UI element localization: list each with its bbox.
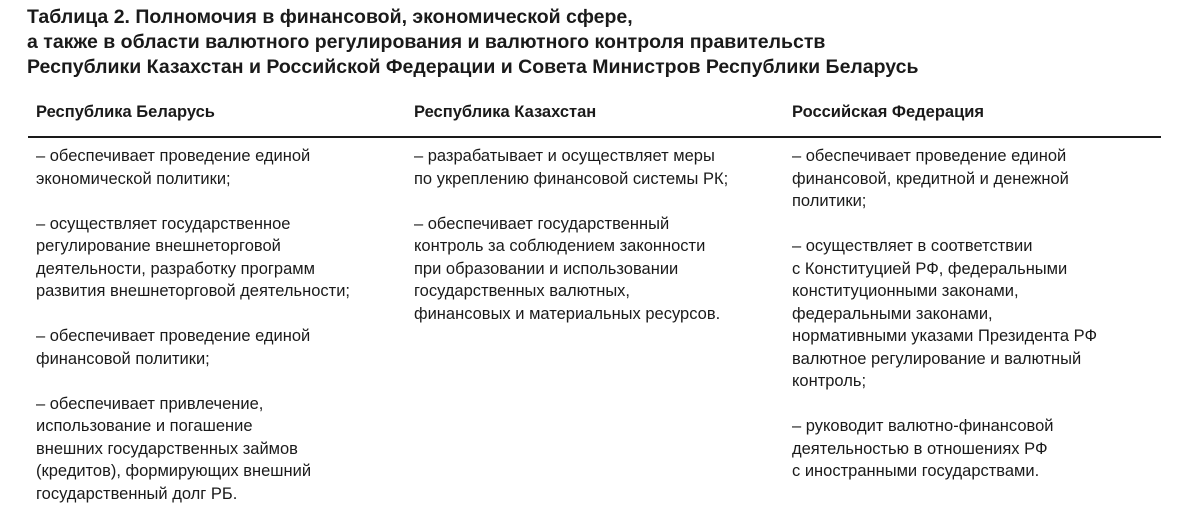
item-line: – осуществляет государственное	[36, 214, 291, 233]
item-line: государственный долг РБ.	[36, 484, 238, 503]
item-line: с иностранными государствами.	[792, 462, 1040, 480]
powers-table	[28, 96, 1161, 505]
header-belarus: Республика Беларусь	[36, 103, 215, 121]
item-line: государственных валютных,	[414, 282, 631, 300]
item-line: конституционными законами,	[792, 282, 1019, 300]
list-item	[36, 393, 406, 506]
list-item	[792, 415, 1161, 483]
item-line: – обеспечивает проведение единой	[36, 327, 311, 345]
item-line: валютное регулирование и валютный	[792, 349, 1082, 368]
item-line: – руководит валютно-финансовой	[792, 417, 1054, 435]
item-line: – осуществляет в соответствии	[792, 237, 1033, 255]
list-item	[414, 213, 784, 326]
item-line: – обеспечивает проведение единой	[792, 147, 1067, 165]
header-russia: Российская Федерация	[792, 103, 984, 121]
item-line: деятельностью в отношениях РФ	[792, 439, 1048, 458]
item-line: при образовании и использовании	[414, 259, 679, 278]
item-line: контроль за соблюдением законности	[414, 237, 706, 255]
table-title	[27, 5, 1167, 80]
item-line: – обеспечивает привлечение,	[36, 394, 264, 413]
cell-belarus	[28, 145, 406, 505]
item-line: федеральными законами,	[792, 304, 993, 323]
table-header-row	[28, 96, 1161, 138]
item-line: финансовых и материальных ресурсов.	[414, 304, 721, 323]
list-item	[414, 145, 784, 190]
title-line: Республики Казахстан и Российской Федерации и Совета Министров Республики Беларусь	[27, 56, 919, 78]
item-line: использование и погашение	[36, 417, 253, 435]
title-line: Таблица 2. Полномочия в финансовой, экономической сфере,	[27, 6, 633, 28]
item-line: – обеспечивает государственный	[414, 214, 670, 233]
item-line: экономической политики;	[36, 169, 231, 188]
cell-russia	[784, 145, 1161, 505]
list-item	[36, 325, 406, 370]
item-line: деятельности, разработку программ	[36, 259, 315, 278]
item-line: политики;	[792, 192, 867, 210]
list-item	[792, 235, 1161, 393]
item-line: внешних государственных займов	[36, 439, 298, 458]
item-line: нормативными указами Президента РФ	[792, 327, 1098, 345]
item-line: контроль;	[792, 372, 867, 390]
item-line: – обеспечивает проведение единой	[36, 147, 311, 165]
list-item	[792, 145, 1161, 213]
item-line: с Конституцией РФ, федеральными	[792, 259, 1068, 278]
item-line: по укреплению финансовой системы РК;	[414, 169, 729, 188]
title-line: а также в области валютного регулирования и валютного контроля правительств	[27, 31, 826, 53]
table-body-row	[28, 138, 1161, 505]
item-line: финансовой, кредитной и денежной	[792, 169, 1069, 188]
item-line: – разрабатывает и осуществляет меры	[414, 147, 715, 165]
header-kazakhstan: Республика Казахстан	[414, 103, 597, 121]
item-line: регулирование внешнеторговой	[36, 237, 281, 255]
list-item	[36, 145, 406, 190]
cell-kazakhstan	[406, 145, 784, 505]
item-line: финансовой политики;	[36, 349, 210, 368]
item-line: развития внешнеторговой деятельности;	[36, 282, 351, 300]
item-line: (кредитов), формирующих внешний	[36, 462, 312, 480]
list-item	[36, 213, 406, 303]
